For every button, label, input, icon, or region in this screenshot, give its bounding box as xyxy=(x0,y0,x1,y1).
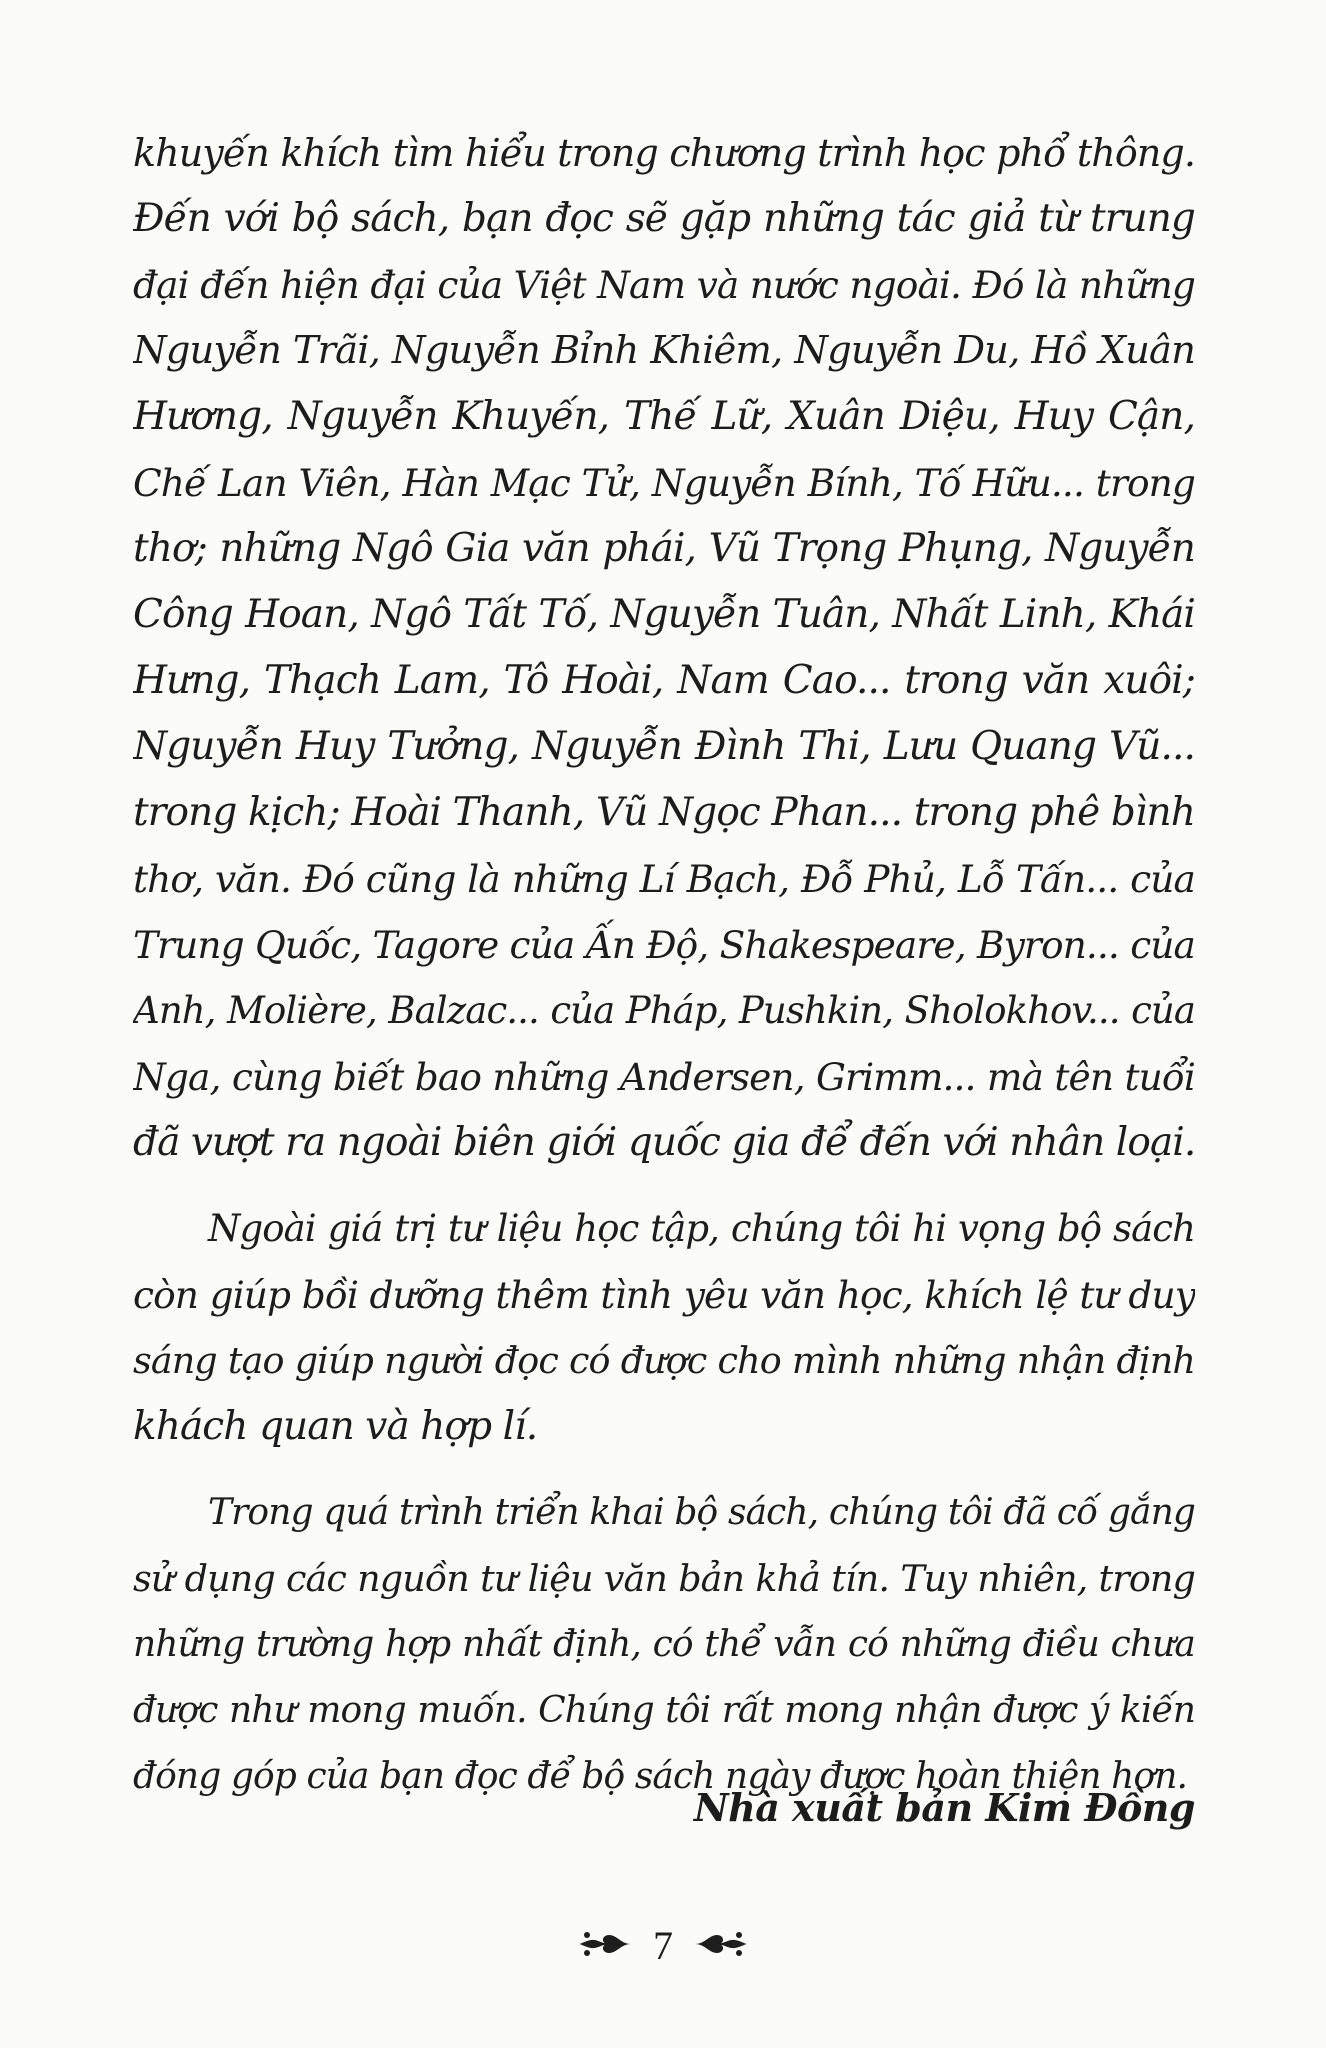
text-line: Nguyễn Huy Tưởng, Nguyễn Đình Thi, Lưu Quang Vũ... xyxy=(133,724,1195,769)
text-line: Ngoài giá trị tư liệu học tập, chúng tôi hi vọng bộ sách xyxy=(208,1207,1195,1250)
text-line: đại đến hiện đại của Việt Nam và nước ngoài. Đó là những xyxy=(133,263,1195,307)
text-line: Đến với bộ sách, bạn đọc sẽ gặp những tác giả từ trung xyxy=(133,196,1195,241)
paragraph-1 xyxy=(133,120,1195,1176)
text-line: những trường hợp nhất định, có thể vẫn có những điều chưa xyxy=(133,1624,1195,1665)
page-number: 7 xyxy=(653,1923,673,1968)
text-line: đã vượt ra ngoài biên giới quốc gia để đến với nhân loại. xyxy=(133,1120,1195,1165)
text-line: khách quan và hợp lí. xyxy=(133,1404,538,1449)
paragraph-gap xyxy=(133,1176,1195,1196)
text-line: Anh, Molière, Balzac... của Pháp, Pushkin, Sholokhov... của xyxy=(133,989,1195,1032)
paragraph-gap xyxy=(133,1460,1195,1480)
paragraph-3 xyxy=(133,1480,1195,1810)
paragraph-2 xyxy=(133,1196,1195,1460)
text-line: Hương, Nguyễn Khuyến, Thế Lữ, Xuân Diệu, Huy Cận, xyxy=(133,394,1195,439)
floral-ornament-right-icon xyxy=(693,1924,749,1968)
text-line: còn giúp bồi dưỡng thêm tình yêu văn học, khích lệ tư duy xyxy=(133,1273,1195,1317)
text-line: thơ, văn. Đó cũng là những Lí Bạch, Đỗ Phủ, Lỗ Tấn... của xyxy=(133,857,1195,901)
text-line: sử dụng các nguồn tư liệu văn bản khả tín. Tuy nhiên, trong xyxy=(133,1557,1195,1600)
text-line: Chế Lan Viên, Hàn Mạc Tử, Nguyễn Bính, Tố Hữu... trong xyxy=(133,461,1195,505)
text-line: Trong quá trình triển khai bộ sách, chúng tôi đã cố gắng xyxy=(208,1492,1195,1533)
text-line: trong kịch; Hoài Thanh, Vũ Ngọc Phan... trong phê bình xyxy=(133,790,1195,835)
publisher-signature: Nhà xuất bản Kim Đồng xyxy=(693,1785,1195,1830)
body-text xyxy=(133,120,1195,1810)
text-line: đóng góp của bạn đọc để bộ sách ngày được hoàn thiện hơn. xyxy=(133,1756,1188,1797)
floral-ornament-left-icon xyxy=(577,1924,633,1968)
text-line: khuyến khích tìm hiểu trong chương trình học phổ thông. xyxy=(133,131,1195,175)
text-line: Trung Quốc, Tagore của Ấn Độ, Shakespeare, Byron... của xyxy=(133,923,1195,967)
text-line: Hưng, Thạch Lam, Tô Hoài, Nam Cao... trong văn xuôi; xyxy=(133,658,1195,703)
page-number-footer xyxy=(0,1920,1326,1969)
text-line: Nguyễn Trãi, Nguyễn Bỉnh Khiêm, Nguyễn Du, Hồ Xuân xyxy=(133,328,1195,373)
text-line: thơ; những Ngô Gia văn phái, Vũ Trọng Phụng, Nguyễn xyxy=(133,526,1195,571)
text-line: Nga, cùng biết bao những Andersen, Grimm... mà tên tuổi xyxy=(133,1055,1195,1099)
text-line: sáng tạo giúp người đọc có được cho mình những nhận định xyxy=(133,1339,1195,1382)
text-line: được như mong muốn. Chúng tôi rất mong nhận được ý kiến xyxy=(133,1690,1195,1731)
text-line: Công Hoan, Ngô Tất Tố, Nguyễn Tuân, Nhất Linh, Khái xyxy=(133,592,1195,637)
